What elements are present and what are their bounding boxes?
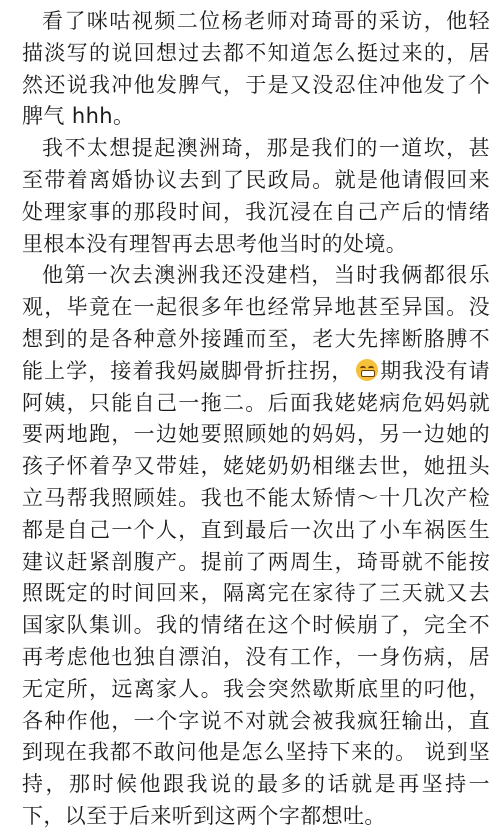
paragraph-3 xyxy=(22,260,490,832)
paragraph-2 xyxy=(22,133,490,260)
paragraph-1-text: 看了咪咕视频二位杨老师对琦哥的采访，他轻描淡写的说回想过去都不知道怎么挺过来的，居然还说我冲他发脾气，于是又没忍住冲他发了个脾气 hhh。 xyxy=(22,9,490,129)
grimacing-face-icon xyxy=(356,359,378,381)
paragraph-3-text-end: 期我没有请阿姨，只能自己一拖二。后面我姥姥病危妈妈就要两地跑，一边她要照顾她的妈妈，另一边她的孩子怀着孕又带娃，姥姥奶奶相继去世，她扭头立马帮我照顾娃。我也不能太矫情～十几次产检都是自己一个人，直到最后一次出了小车祸医生建议赶紧剖腹产。提前了两周生，琦哥就不能按照既定的时间回来，隔离完在家待了三天就又去国家队集训。我的情绪在这个时候崩了，完全不再考虑他也独自漂泊，没有工作，一身伤病，居无定所，远离家人。我会突然歇斯底里的叼他，各种作他，一个字说不对就会被我疯狂输出，直到现在我都不敢问他是怎么坚持下来的。 说到坚持，那时候他跟我说的最多的话就是再坚持一下，以至于后来听到这两个字都想吐。 xyxy=(22,358,490,828)
paragraph-1 xyxy=(22,6,490,133)
paragraph-3-text-start: 他第一次去澳洲我还没建档，当时我俩都很乐观，毕竟在一起很多年也经常异地甚至异国。没想到的是各种意外接踵而至，老大先摔断胳膊不能上学，接着我妈崴脚骨折拄拐， xyxy=(22,263,490,383)
paragraph-2-text: 我不太想提起澳洲琦，那是我们的一道坎，甚至带着离婚协议去到了民政局。就是他请假回来处理家事的那段时间，我沉浸在自己产后的情绪里根本没有理智再去思考他当时的处境。 xyxy=(22,136,490,256)
